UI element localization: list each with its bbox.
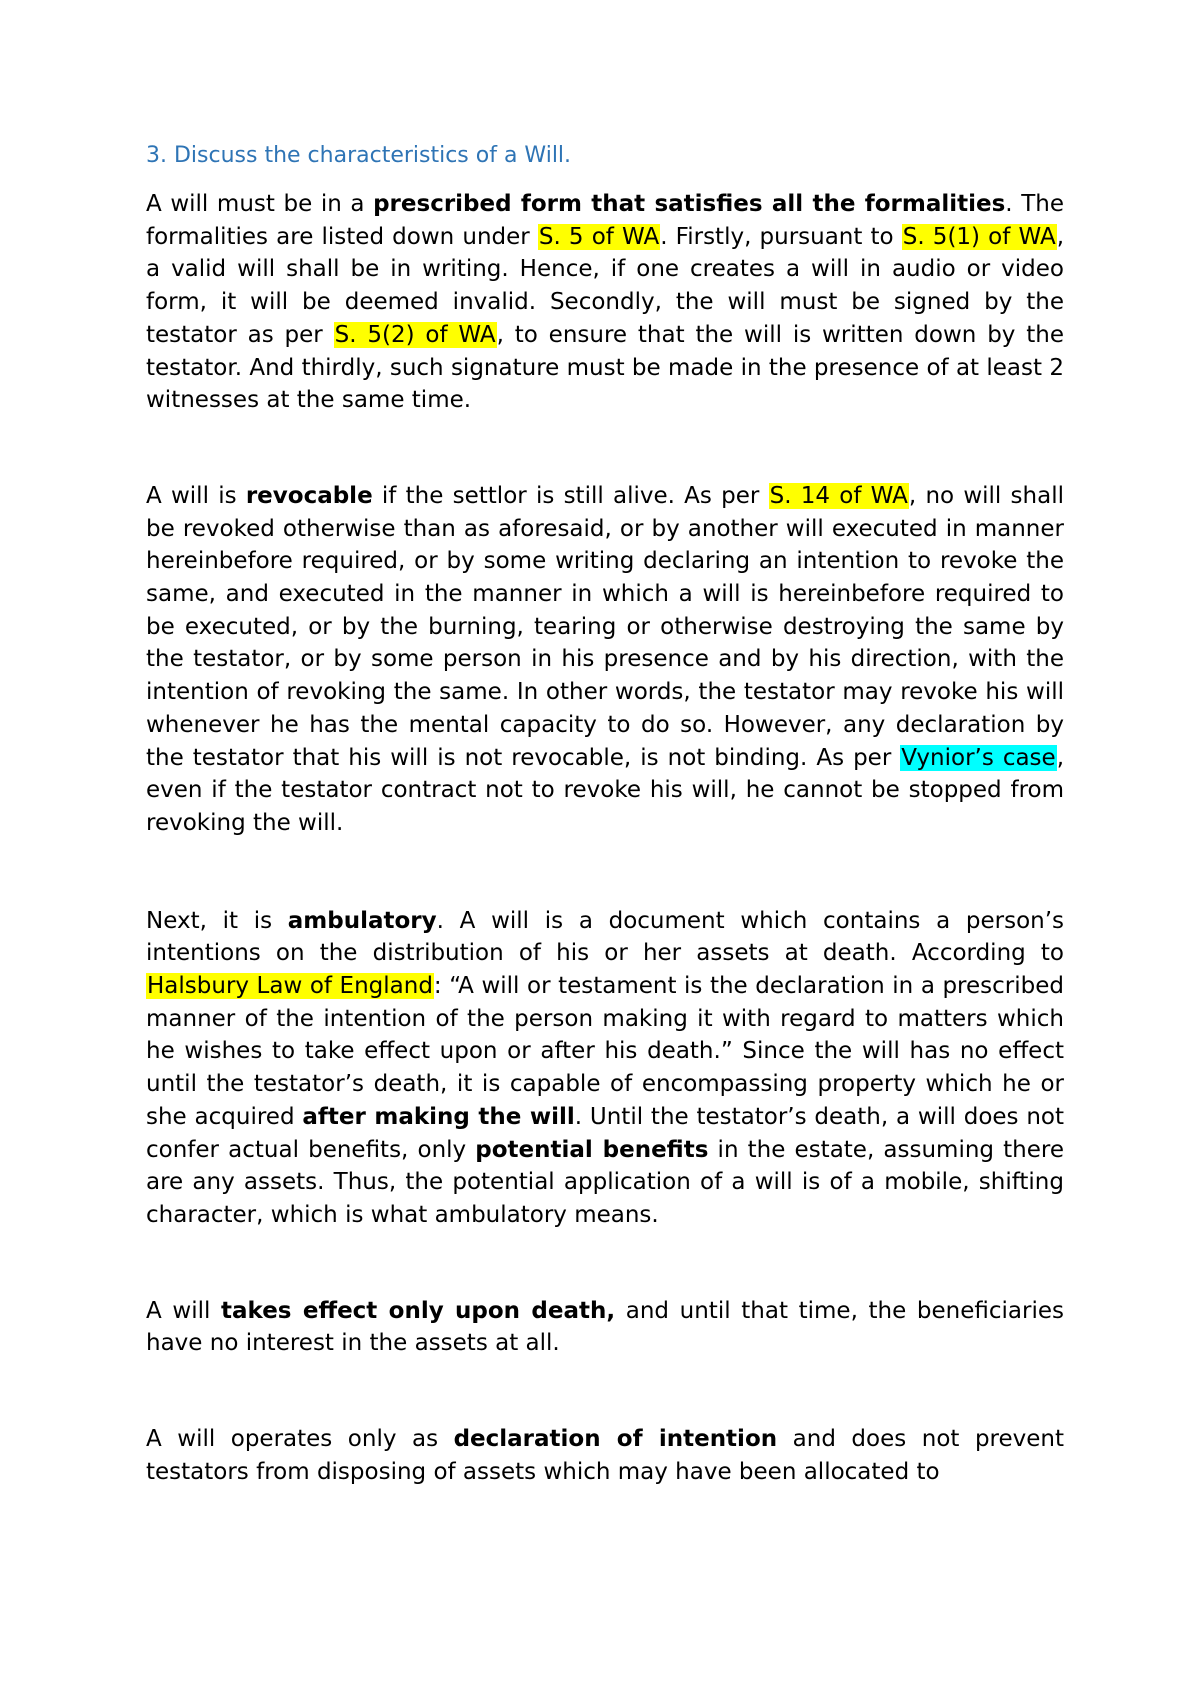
bold-term: prescribed form that satisfies all the formalities: [373, 191, 1006, 217]
text-run: , to ensure that the will is written down by the testator. And thirdly, such signature must be made in the presence of at least 2 witnesses at the same time.: [146, 321, 1064, 414]
bold-term: potential benefits: [475, 1136, 709, 1163]
highlight-statute-ref: S. 5(1) of WA: [902, 223, 1056, 250]
paragraph-effect-on-death: [146, 1295, 1064, 1360]
text-run: if the settlor is still alive. As per: [372, 482, 769, 509]
text-run: , even if the testator contract not to revoke his will, he cannot be stopped from revoking the will.: [146, 744, 1065, 836]
text-run: A will: [146, 1297, 222, 1324]
highlight-statute-ref: S. 14 of WA: [769, 482, 908, 509]
paragraph-spacer: [146, 1360, 1064, 1423]
highlight-source-ref: Halsbury Law of England: [147, 973, 433, 1000]
question-heading: 3. Discuss the characteristics of a Will.: [146, 143, 572, 168]
bold-term: declaration of intention: [453, 1426, 778, 1453]
paragraph-spacer: [146, 417, 1064, 480]
text-run: . A will is a document which contains a person’s intentions on the distribution of his or her assets at death. According to: [146, 907, 1065, 967]
text-run: . Until the testator’s death, a will does not confer actual benefits, only: [146, 1103, 1065, 1163]
text-run: . Firstly, pursuant to: [660, 223, 902, 250]
bold-term: revocable: [245, 482, 373, 509]
bold-term: ambulatory: [287, 907, 437, 934]
paragraph-formalities: [146, 188, 1064, 417]
text-run: and until that time, the beneficiaries have no interest in the assets at all.: [146, 1297, 1064, 1357]
highlight-statute-ref: S. 5(2) of WA: [334, 321, 496, 348]
highlight-case-ref: Vynior’s case: [901, 744, 1056, 771]
text-run: . The formalities are listed down under: [146, 191, 1064, 250]
paragraph-revocable: [146, 480, 1064, 840]
text-run: A will operates only as: [146, 1426, 454, 1453]
paragraph-ambulatory: [146, 905, 1064, 1232]
text-run: , a valid will shall be in writing. Hence, if one creates a will in audio or video form, it will be deemed invalid. Secondly, the will must be signed by the testator as per: [146, 223, 1064, 348]
text-run: : “A will or testament is the declaration in a prescribed manner of the intention of the person making it with regard to matters which he wishes to take effect upon or after his death.” Since the will has no effect until the testator’s death, it is capable of encompassing property which he or she acquired: [146, 973, 1064, 1130]
text-run: A will is: [146, 482, 246, 509]
text-run: in the estate, assuming there are any assets. Thus, the potential application of a will is of a mobile, shifting character, which is what ambulatory means.: [146, 1136, 1064, 1228]
bold-term: after making the will: [302, 1103, 575, 1130]
highlight-statute-ref: S. 5 of WA: [538, 223, 660, 250]
text-run: Next, it is: [146, 907, 288, 934]
text-run: A will must be in a: [146, 191, 374, 217]
bold-term: takes effect only upon death,: [221, 1297, 616, 1324]
paragraph-spacer: [146, 1232, 1064, 1295]
text-run: , no will shall be revoked otherwise than as aforesaid, or by another will executed in manner hereinbefore required, or by some writing declaring an intention to revoke the same, and executed in the manner in which a will is hereinbefore required to be executed, or by the burning, tearing or otherwise destroying the same by the testator, or by some person in his presence and by his direction, with the intention of revoking the same. In other words, the testator may revoke his will whenever he has the mental capacity to do so. However, any declaration by the testator that his will is not revocable, is not binding. As per: [146, 482, 1064, 771]
paragraph-spacer: [146, 840, 1064, 905]
text-run: and does not prevent testators from disposing of assets which may have been allocated to: [146, 1426, 1065, 1485]
paragraph-declaration-of-intention: [146, 1423, 1064, 1488]
